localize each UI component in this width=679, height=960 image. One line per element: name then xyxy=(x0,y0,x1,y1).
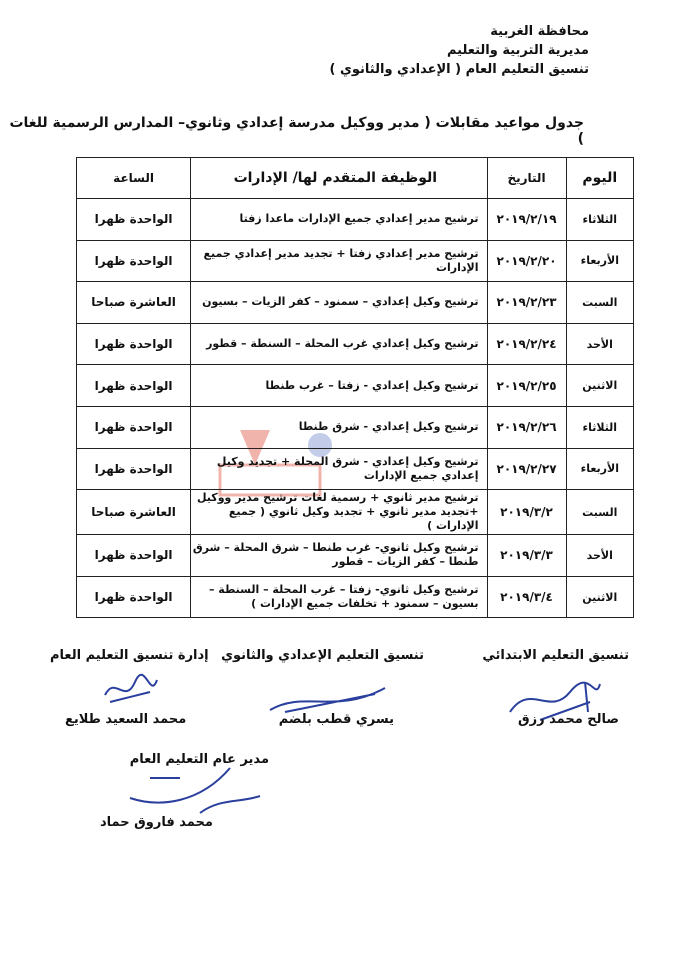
cell-date: ٢٠١٩/٣/٤ xyxy=(487,576,566,618)
general-admin-title: إدارة تنسيق التعليم العام xyxy=(50,648,209,663)
table-row xyxy=(77,490,634,535)
table-row xyxy=(77,535,634,577)
general-admin-name: محمد السعيد طلايع xyxy=(65,712,187,727)
cell-time: الواحدة ظهرا xyxy=(77,323,191,365)
cell-job: ترشيح مدير إعدادي جميع الإدارات ماعدا زفتا xyxy=(191,199,487,241)
schedule-table xyxy=(76,157,634,618)
header-job: الوظيفة المتقدم لها/ الإدارات xyxy=(191,158,487,199)
cell-date: ٢٠١٩/٢/٢٣ xyxy=(487,282,566,324)
header-time: الساعة xyxy=(77,158,191,199)
cell-day: الاثنين xyxy=(566,576,633,618)
directorate-line: مديرية التربية والتعليم xyxy=(446,43,589,58)
department-line: تنسيق التعليم العام ( الإعدادي والثانوي ) xyxy=(329,62,589,77)
primary-coordination-title: تنسيق التعليم الابتدائي xyxy=(482,648,629,663)
cell-time: الواحدة ظهرا xyxy=(77,535,191,577)
cell-job: ترشيح مدير إعدادي زفتا + تجديد مدير إعدادي جميع الإدارات xyxy=(191,240,487,282)
table-row xyxy=(77,240,634,282)
document-title: جدول مواعيد مقابلات ( مدير ووكيل مدرسة إعدادي وثانوي– المدارس الرسمية للغات ) xyxy=(9,115,584,147)
primary-coordinator-name: صالح محمد رزق xyxy=(518,712,619,727)
table-row xyxy=(77,406,634,448)
header-date: التاريخ xyxy=(487,158,566,199)
cell-date: ٢٠١٩/٢/٢٠ xyxy=(487,240,566,282)
signature-director xyxy=(120,758,270,818)
cell-job: ترشيح وكيل ثانوي- غرب طنطا – شرق المحلة – شرق طنطا – كفر الزيات – قطور xyxy=(191,535,487,577)
cell-job: ترشيح وكيل ثانوي- زفتا – غرب المحلة – السنطة – بسيون – سمنود + تخلفات جميع الإدارات ) xyxy=(191,576,487,618)
table-row xyxy=(77,282,634,324)
cell-date: ٢٠١٩/٢/١٩ xyxy=(487,199,566,241)
table-header-row xyxy=(77,158,634,199)
cell-date: ٢٠١٩/٢/٢٤ xyxy=(487,323,566,365)
cell-day: الأربعاء xyxy=(566,240,633,282)
secondary-coordination-title: تنسيق التعليم الإعدادي والثانوي xyxy=(221,648,424,663)
table-row xyxy=(77,323,634,365)
table-row xyxy=(77,576,634,618)
letterhead xyxy=(330,22,589,79)
cell-date: ٢٠١٩/٢/٢٧ xyxy=(487,448,566,490)
cell-job: ترشيح وكيل إعدادي – سمنود – كفر الزيات – بسيون xyxy=(191,282,487,324)
cell-job: ترشيح وكيل إعدادي غرب المحلة – السنطة – قطور xyxy=(191,323,487,365)
cell-time: الواحدة ظهرا xyxy=(77,406,191,448)
table-row xyxy=(77,199,634,241)
cell-time: العاشرة صباحا xyxy=(77,282,191,324)
cell-day: الثلاثاء xyxy=(566,199,633,241)
director-name: محمد فاروق حماد xyxy=(100,815,213,830)
cell-time: الواحدة ظهرا xyxy=(77,240,191,282)
cell-date: ٢٠١٩/٣/٣ xyxy=(487,535,566,577)
cell-time: العاشرة صباحا xyxy=(77,490,191,535)
cell-date: ٢٠١٩/٢/٢٥ xyxy=(487,365,566,407)
cell-time: الواحدة ظهرا xyxy=(77,365,191,407)
secondary-coordinator-name: يسري قطب بلضم xyxy=(278,712,394,727)
cell-job: ترشيح وكيل إعدادي - شرق طنطا xyxy=(191,406,487,448)
cell-job: ترشيح وكيل إعدادي - زفتا – غرب طنطا xyxy=(191,365,487,407)
cell-time: الواحدة ظهرا xyxy=(77,199,191,241)
cell-day: الأربعاء xyxy=(566,448,633,490)
table-row xyxy=(77,365,634,407)
cell-job: ترشيح مدير ثانوي + رسمية لغات ترشيح مدير ووكيل +تجديد مدير ثانوي + تجديد وكيل ثانوي ( جميع الإدارات ) xyxy=(191,490,487,535)
cell-day: الاثنين xyxy=(566,365,633,407)
cell-day: الأحد xyxy=(566,535,633,577)
header-day: اليوم xyxy=(566,158,633,199)
director-title: مدير عام التعليم العام xyxy=(129,752,269,767)
cell-job: ترشيح وكيل إعدادي - شرق المحلة + تجديد وكيل إعدادي جميع الإدارات xyxy=(191,448,487,490)
cell-day: الثلاثاء xyxy=(566,406,633,448)
cell-day: السبت xyxy=(566,282,633,324)
cell-date: ٢٠١٩/٢/٢٦ xyxy=(487,406,566,448)
cell-day: الأحد xyxy=(566,323,633,365)
signature-general-admin xyxy=(95,670,165,710)
cell-date: ٢٠١٩/٣/٢ xyxy=(487,490,566,535)
governorate-line: محافظة الغربية xyxy=(490,24,589,39)
cell-time: الواحدة ظهرا xyxy=(77,576,191,618)
cell-day: السبت xyxy=(566,490,633,535)
table-row xyxy=(77,448,634,490)
cell-time: الواحدة ظهرا xyxy=(77,448,191,490)
